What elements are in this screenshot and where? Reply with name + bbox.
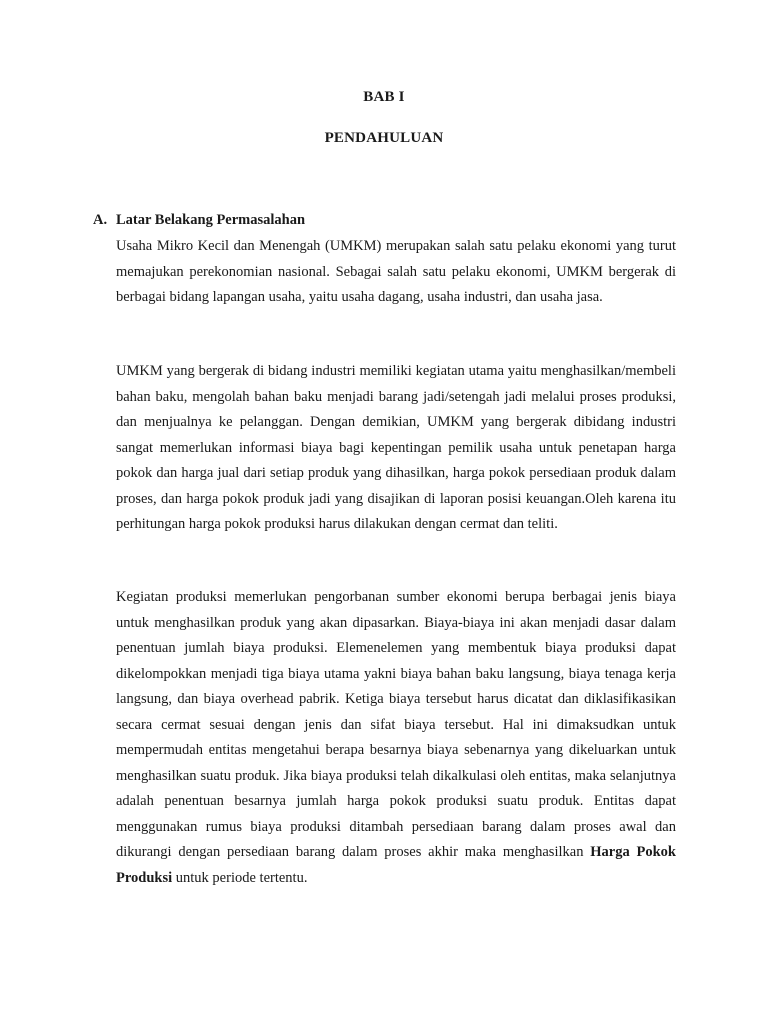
paragraph-1: Usaha Mikro Kecil dan Menengah (UMKM) merupakan salah satu pelaku ekonomi yang turut memajukan perekonomian nasional. Sebagai salah satu pelaku ekonomi, UMKM bergerak di berbagai bidang lapangan usaha, yaitu usaha dagang, usaha industri, dan usaha jasa. [116,238,676,305]
section-letter: A. [93,212,108,228]
paragraph-3-bold-term: Harga Pokok Produksi [116,844,676,886]
paragraph-3-text-start: Kegiatan produksi memerlukan pengorbanan sumber ekonomi berupa berbagai jenis biaya untuk menghasilkan produk yang akan dipasarkan. Biaya-biaya ini akan menjadi dasar dalam penentuan jumlah biaya produksi. Elemenelemen yang membentuk biaya produksi dapat dikelompokkan menjadi tiga biaya utama yakni biaya bahan baku langsung, biaya tenaga kerja langsung, dan biaya overhead pabrik. Ketiga biaya tersebut harus dicatat dan diklasifikasikan secara cermat sesuai dengan jenis dan sifat biaya tersebut. Hal ini dimaksudkan untuk mempermudah entitas mengetahui berapa besarnya biaya sebenarnya yang dikeluarkan untuk menghasilkan suatu produk. Jika biaya produksi telah dikalkulasi oleh entitas, maka selanjutnya adalah penentuan besarnya jumlah harga pokok produksi suatu produk. Entitas dapat menggunakan rumus biaya produksi ditambah persediaan barang dalam proses awal dan dikurangi dengan persediaan barang dalam proses akhir maka menghasilkan [116,589,676,860]
chapter-number: BAB I [363,89,405,105]
paragraph-2: UMKM yang bergerak di bidang industri memiliki kegiatan utama yaitu menghasilkan/membeli bahan baku, mengolah bahan baku menjadi barang jadi/setengah jadi melalui proses produksi, dan menjualnya ke pelanggan. Dengan demikian, UMKM yang bergerak dibidang industri sangat memerlukan informasi biaya bagi kepentingan pemilik usaha untuk penetapan harga pokok dan harga jual dari setiap produk yang dihasilkan, harga pokok persediaan produk dalam proses, dan harga pokok produk jadi yang disajikan di laporan posisi keuangan.Oleh karena itu perhitungan harga pokok produksi harus dilakukan dengan cermat dan teliti. [116,363,676,532]
paragraph-3-text-end: untuk periode tertentu. [172,869,308,886]
chapter-title: PENDAHULUAN [324,130,444,146]
section-title: Latar Belakang Permasalahan [116,212,306,228]
section-heading [93,212,305,229]
paragraph-3 [116,585,676,891]
